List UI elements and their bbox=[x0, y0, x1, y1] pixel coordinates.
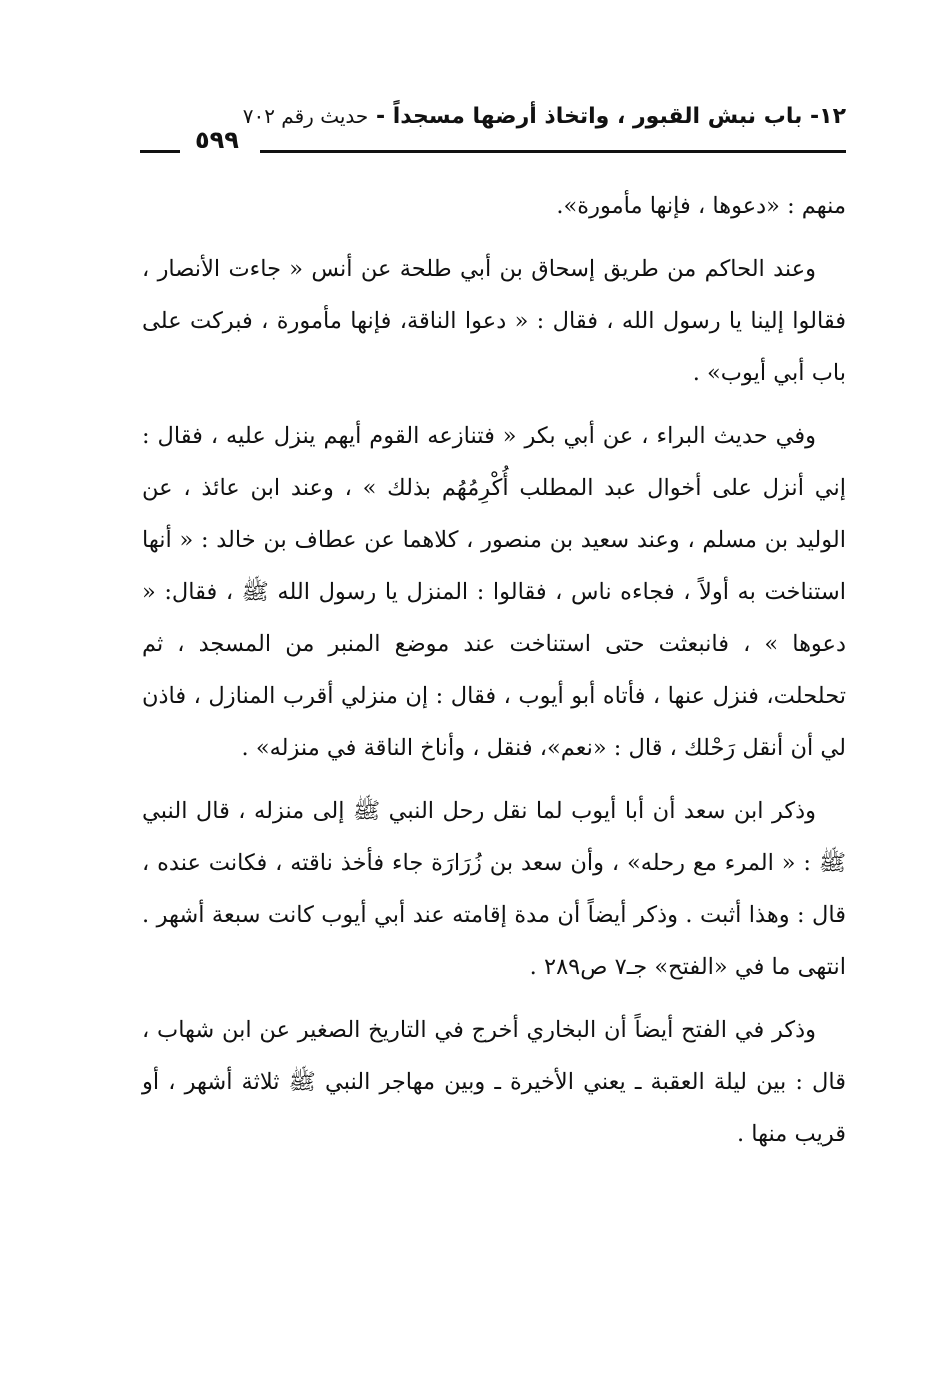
hadith-number-label: حديث رقم ٧٠٢ bbox=[242, 104, 369, 128]
chapter-title: ١٢- باب نبش القبور ، واتخاذ أرضها مسجداً bbox=[392, 104, 846, 129]
paragraph-hakim: وعند الحاكم من طريق إسحاق بن أبي طلحة عن أنس « جاءت الأنصار ، فقالوا إلينا يا رسول الله ، فقال : « دعوا الناقة، فإنها مأمورة ، فبركت على باب أبي أيوب» . bbox=[142, 256, 846, 386]
page-number-rule bbox=[140, 150, 180, 153]
paragraph-ibn-saad: وذكر ابن سعد أن أبا أيوب لما نقل رحل النبي ﷺ إلى منزله ، قال النبي ﷺ : « المرء مع رحله» ، وأن سعد بن زُرَارَة جاء فأخذ ناقته ، فكانت عنده ، قال : وهذا أثبت . وذكر أيضاً أن مدة إقامته عند أبي أيوب كانت سبعة أشهر . انتهى ما في «الفتح» جـ٧ ص٢٨٩ . bbox=[142, 798, 847, 980]
page-body bbox=[142, 180, 846, 1171]
header-separator: - bbox=[375, 104, 386, 129]
paragraph-continuation: منهم : «دعوها ، فإنها مأمورة». bbox=[556, 193, 846, 219]
page-header bbox=[140, 104, 846, 154]
header-rule bbox=[260, 150, 846, 153]
running-header bbox=[243, 104, 846, 129]
page-number: ٥٩٩ bbox=[195, 126, 239, 154]
paragraph-baraa: وفي حديث البراء ، عن أبي بكر « فتنازعه القوم أيهم ينزل عليه ، فقال : إني أنزل على أخوال عبد المطلب أُكْرِمُهُم بذلك » ، وعند ابن عائذ ، عن الوليد بن مسلم ، وعند سعيد بن منصور ، كلاهما عن عطاف بن خالد : « أنها استناخت به أولاً ، فجاءه ناس ، فقالوا : المنزل يا رسول الله ﷺ ، فقال: « دعوها » ، فانبعثت حتى استناخت عند موضع المنبر من المسجد ، ثم تحلحلت، فنزل عنها ، فأتاه أبو أيوب ، فقال : إن منزلي أقرب المنازل ، فاذن لي أن أنقل رَحْلك ، قال : «نعم»، فنقل ، وأناخ الناقة في منزله» . bbox=[142, 423, 846, 761]
paragraph-bukhari: وذكر في الفتح أيضاً أن البخاري أخرج في التاريخ الصغير عن ابن شهاب ، قال : بين ليلة العقبة ـ يعني الأخيرة ـ وبين مهاجر النبي ﷺ ثلاثة أشهر ، أو قريب منها . bbox=[142, 1017, 846, 1147]
